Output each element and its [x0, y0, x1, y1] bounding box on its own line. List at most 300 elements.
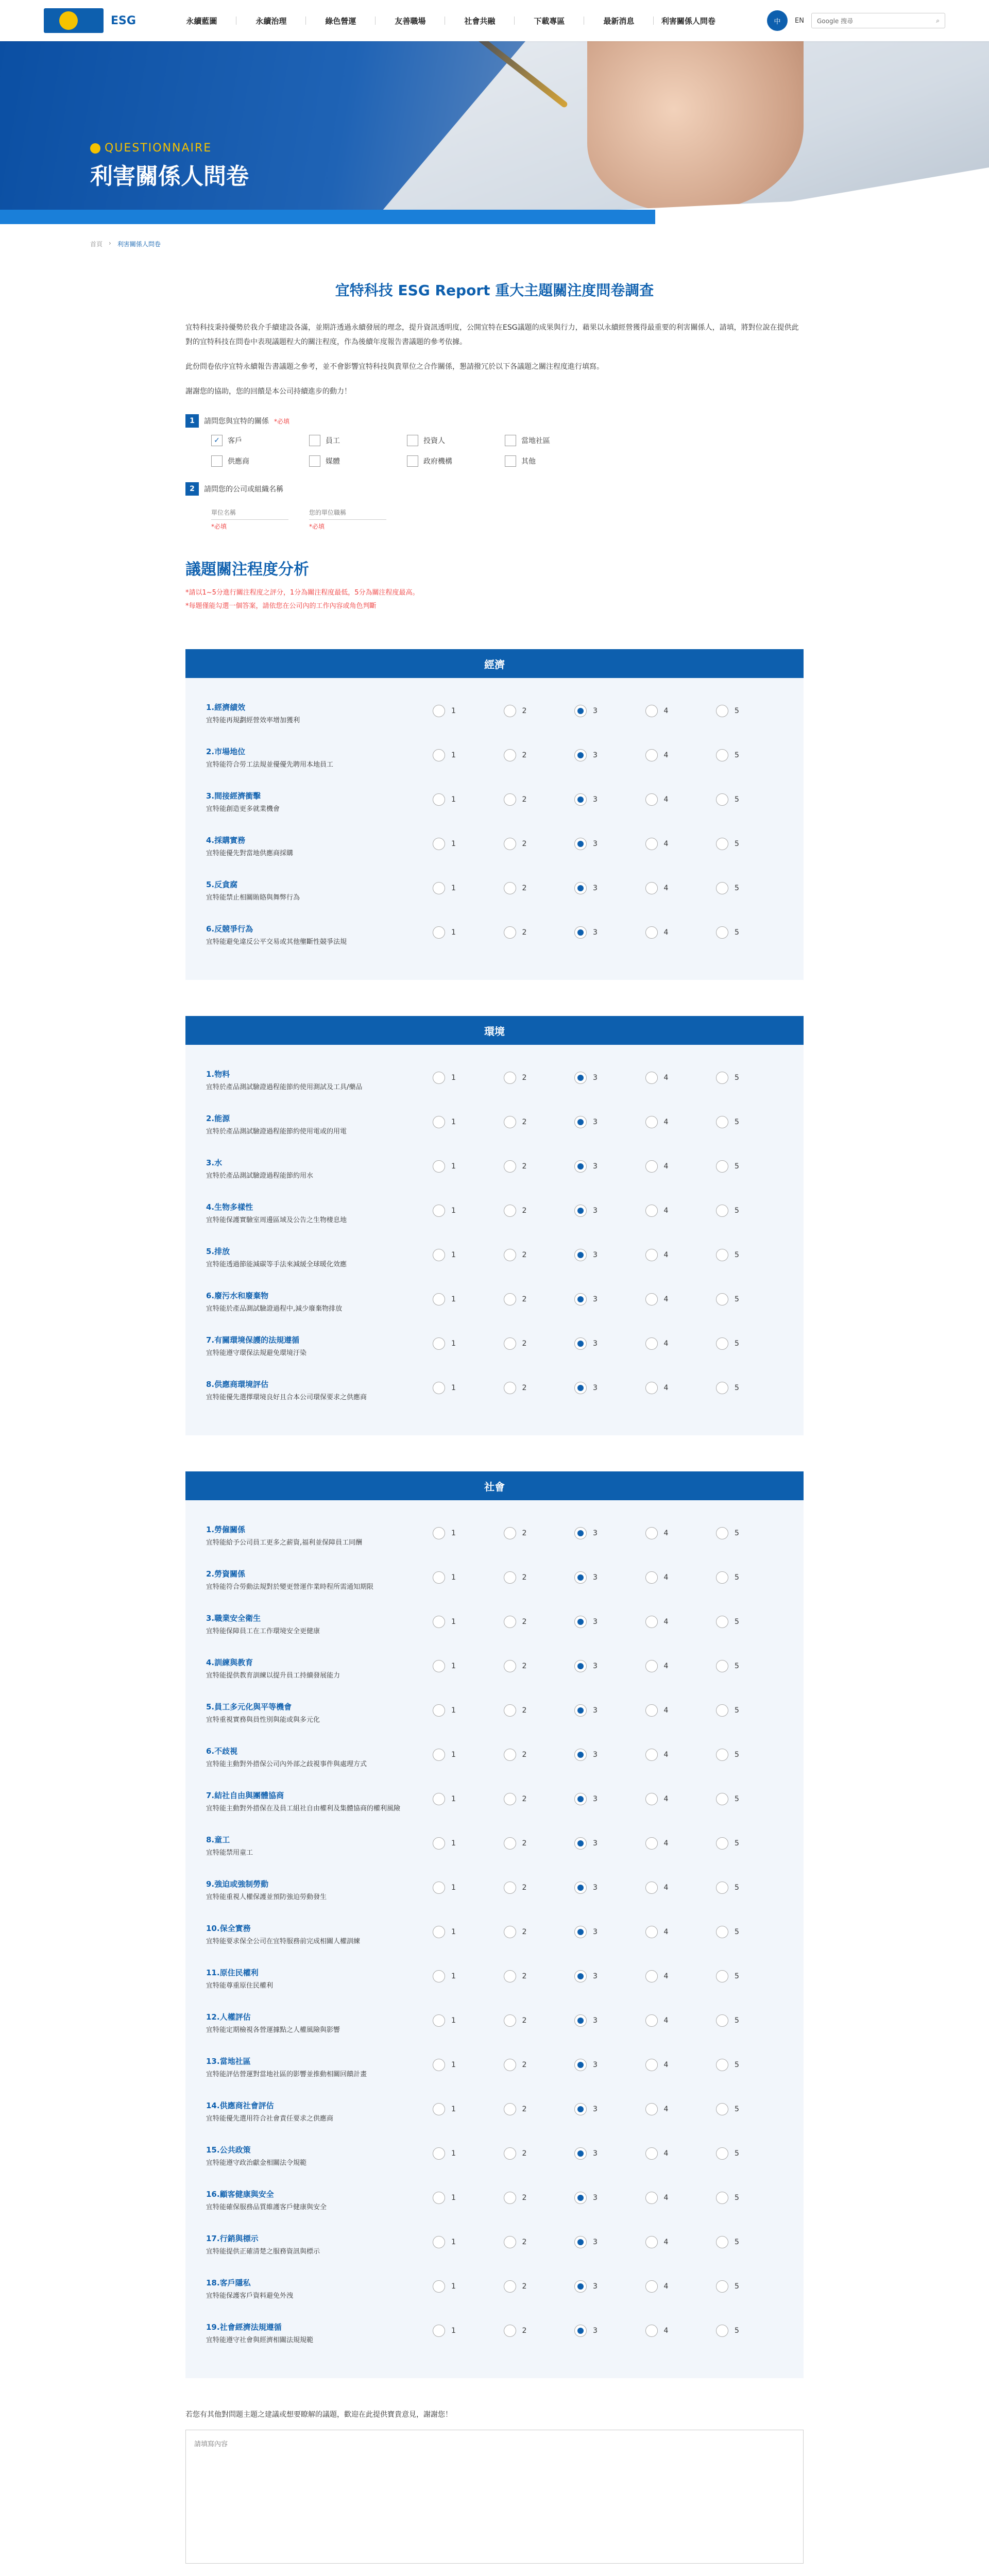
rating-option[interactable] [716, 705, 773, 717]
radio[interactable] [504, 1749, 516, 1761]
radio[interactable] [716, 838, 728, 850]
search-input[interactable] [811, 13, 945, 28]
radio[interactable] [716, 705, 728, 717]
radio[interactable] [433, 926, 445, 939]
radio[interactable] [645, 838, 658, 850]
radio[interactable] [504, 1337, 516, 1350]
radio[interactable] [645, 1970, 658, 1982]
rating-option[interactable] [574, 1837, 631, 1850]
rating-option[interactable] [433, 2192, 489, 2204]
rating-option[interactable] [433, 1837, 489, 1850]
rating-option[interactable] [645, 1116, 702, 1128]
radio[interactable] [504, 1160, 516, 1173]
radio[interactable] [716, 1793, 728, 1805]
radio[interactable] [716, 1382, 728, 1394]
rating-option[interactable] [574, 705, 631, 717]
radio[interactable] [716, 1704, 728, 1717]
radio[interactable] [645, 1382, 658, 1394]
checkbox[interactable] [505, 455, 516, 467]
rating-option[interactable] [716, 882, 773, 894]
rating-option[interactable] [433, 2103, 489, 2115]
rating-option[interactable] [645, 1660, 702, 1672]
radio[interactable] [716, 1205, 728, 1217]
radio[interactable] [716, 2059, 728, 2071]
radio[interactable] [574, 1382, 587, 1394]
rating-option[interactable] [504, 838, 560, 850]
rating-option[interactable] [504, 1293, 560, 1306]
rating-option[interactable] [645, 2014, 702, 2027]
radio[interactable] [716, 1527, 728, 1539]
radio[interactable] [645, 1793, 658, 1805]
rating-option[interactable] [574, 1116, 631, 1128]
rating-option[interactable] [574, 2147, 631, 2160]
rating-option[interactable] [574, 1616, 631, 1628]
rating-option[interactable] [716, 1571, 773, 1584]
rating-option[interactable] [716, 2147, 773, 2160]
checkbox[interactable] [407, 435, 418, 446]
checkbox[interactable]: ✓ [211, 435, 223, 446]
rating-option[interactable] [504, 705, 560, 717]
job-title-input[interactable] [309, 506, 386, 520]
rating-option[interactable] [574, 1293, 631, 1306]
radio[interactable] [504, 1249, 516, 1261]
radio[interactable] [645, 2325, 658, 2337]
nav-item[interactable]: 友善職場 [376, 15, 445, 26]
radio[interactable] [645, 882, 658, 894]
radio[interactable] [433, 838, 445, 850]
radio[interactable] [574, 2014, 587, 2027]
rating-option[interactable] [645, 2192, 702, 2204]
rating-option[interactable] [716, 1837, 773, 1850]
radio[interactable] [716, 2236, 728, 2248]
radio[interactable] [504, 1970, 516, 1982]
radio[interactable] [433, 2147, 445, 2160]
rating-option[interactable] [504, 1571, 560, 1584]
rating-option[interactable] [433, 1704, 489, 1717]
rating-option[interactable] [716, 2059, 773, 2071]
rating-option[interactable] [645, 1382, 702, 1394]
radio[interactable] [645, 1571, 658, 1584]
radio[interactable] [645, 2014, 658, 2027]
rating-option[interactable] [504, 1072, 560, 1084]
radio[interactable] [645, 1837, 658, 1850]
rating-option[interactable] [645, 1249, 702, 1261]
rating-option[interactable] [504, 1616, 560, 1628]
radio[interactable] [433, 1205, 445, 1217]
radio[interactable] [645, 1249, 658, 1261]
radio[interactable] [645, 2059, 658, 2071]
rating-option[interactable] [504, 1660, 560, 1672]
radio[interactable] [504, 2236, 516, 2248]
relationship-option[interactable] [505, 455, 603, 467]
rating-option[interactable] [574, 1660, 631, 1672]
radio[interactable] [504, 1837, 516, 1850]
radio[interactable] [574, 1616, 587, 1628]
rating-option[interactable] [433, 1293, 489, 1306]
radio[interactable] [574, 2103, 587, 2115]
rating-option[interactable] [645, 1160, 702, 1173]
radio[interactable] [574, 838, 587, 850]
radio[interactable] [645, 1072, 658, 1084]
radio[interactable] [504, 1571, 516, 1584]
radio[interactable] [574, 1527, 587, 1539]
rating-option[interactable] [433, 1337, 489, 1350]
radio[interactable] [716, 1970, 728, 1982]
rating-option[interactable] [716, 1704, 773, 1717]
rating-option[interactable] [504, 1382, 560, 1394]
rating-option[interactable] [574, 1926, 631, 1938]
radio[interactable] [645, 2236, 658, 2248]
rating-option[interactable] [645, 1616, 702, 1628]
radio[interactable] [574, 1970, 587, 1982]
rating-option[interactable] [645, 2280, 702, 2293]
rating-option[interactable] [433, 1926, 489, 1938]
rating-option[interactable] [574, 793, 631, 806]
logo[interactable] [44, 8, 136, 33]
radio[interactable] [504, 793, 516, 806]
radio[interactable] [574, 793, 587, 806]
radio[interactable] [645, 1749, 658, 1761]
rating-option[interactable] [645, 793, 702, 806]
radio[interactable] [645, 2103, 658, 2115]
radio[interactable] [574, 926, 587, 939]
relationship-option[interactable] [309, 435, 407, 446]
rating-option[interactable] [645, 1926, 702, 1938]
radio[interactable] [433, 1704, 445, 1717]
rating-option[interactable] [716, 1749, 773, 1761]
search-icon[interactable]: ⌕ [936, 16, 940, 24]
radio[interactable] [716, 1116, 728, 1128]
radio[interactable] [433, 1749, 445, 1761]
radio[interactable] [574, 1926, 587, 1938]
radio[interactable] [574, 1660, 587, 1672]
rating-option[interactable] [574, 838, 631, 850]
radio[interactable] [574, 2059, 587, 2071]
radio[interactable] [504, 882, 516, 894]
rating-option[interactable] [433, 1749, 489, 1761]
rating-option[interactable] [574, 1160, 631, 1173]
radio[interactable] [504, 926, 516, 939]
radio[interactable] [716, 2147, 728, 2160]
radio[interactable] [504, 1882, 516, 1894]
radio[interactable] [574, 1749, 587, 1761]
radio[interactable] [433, 2103, 445, 2115]
radio[interactable] [433, 1837, 445, 1850]
radio[interactable] [645, 1527, 658, 1539]
radio[interactable] [645, 1660, 658, 1672]
company-name-input[interactable] [211, 506, 288, 520]
radio[interactable] [716, 2280, 728, 2293]
rating-option[interactable] [645, 705, 702, 717]
rating-option[interactable] [645, 926, 702, 939]
radio[interactable] [645, 926, 658, 939]
rating-option[interactable] [574, 2236, 631, 2248]
relationship-option[interactable] [407, 435, 505, 446]
rating-option[interactable] [433, 1160, 489, 1173]
rating-option[interactable] [716, 1205, 773, 1217]
relationship-option[interactable] [505, 435, 603, 446]
radio[interactable] [574, 2192, 587, 2204]
rating-option[interactable] [504, 1160, 560, 1173]
radio[interactable] [574, 1249, 587, 1261]
radio[interactable] [574, 749, 587, 761]
rating-option[interactable] [716, 1527, 773, 1539]
rating-option[interactable] [504, 1749, 560, 1761]
radio[interactable] [504, 1704, 516, 1717]
radio[interactable] [645, 1704, 658, 1717]
radio[interactable] [574, 882, 587, 894]
rating-option[interactable] [574, 1749, 631, 1761]
rating-option[interactable] [433, 2325, 489, 2337]
rating-option[interactable] [504, 882, 560, 894]
nav-item[interactable]: 利害關係人問卷 [661, 16, 715, 26]
radio[interactable] [645, 1926, 658, 1938]
radio[interactable] [433, 1293, 445, 1306]
rating-option[interactable] [504, 2280, 560, 2293]
rating-option[interactable] [645, 838, 702, 850]
radio[interactable] [433, 1616, 445, 1628]
radio[interactable] [504, 1382, 516, 1394]
rating-option[interactable] [574, 1882, 631, 1894]
radio[interactable] [645, 705, 658, 717]
rating-option[interactable] [504, 1527, 560, 1539]
relationship-option[interactable] [211, 435, 309, 446]
rating-option[interactable] [433, 2236, 489, 2248]
rating-option[interactable] [645, 1293, 702, 1306]
rating-option[interactable] [433, 1793, 489, 1805]
relationship-option[interactable] [211, 455, 309, 467]
rating-option[interactable] [574, 2325, 631, 2337]
radio[interactable] [716, 1882, 728, 1894]
rating-option[interactable] [716, 1249, 773, 1261]
rating-option[interactable] [716, 838, 773, 850]
radio[interactable] [504, 749, 516, 761]
lang-zh-button[interactable]: 中 [767, 10, 788, 31]
radio[interactable] [716, 1293, 728, 1306]
radio[interactable] [645, 1337, 658, 1350]
rating-option[interactable] [433, 705, 489, 717]
rating-option[interactable] [645, 1793, 702, 1805]
radio[interactable] [645, 1160, 658, 1173]
radio[interactable] [574, 1160, 587, 1173]
checkbox[interactable] [407, 455, 418, 467]
radio[interactable] [574, 1882, 587, 1894]
rating-option[interactable] [645, 1704, 702, 1717]
rating-option[interactable] [574, 749, 631, 761]
radio[interactable] [574, 1293, 587, 1306]
rating-option[interactable] [716, 1116, 773, 1128]
rating-option[interactable] [504, 1793, 560, 1805]
rating-option[interactable] [504, 2103, 560, 2115]
radio[interactable] [433, 1249, 445, 1261]
radio[interactable] [433, 2325, 445, 2337]
radio[interactable] [504, 2325, 516, 2337]
radio[interactable] [504, 2014, 516, 2027]
rating-option[interactable] [504, 2325, 560, 2337]
radio[interactable] [504, 705, 516, 717]
rating-option[interactable] [645, 1072, 702, 1084]
rating-option[interactable] [716, 2236, 773, 2248]
rating-option[interactable] [716, 2280, 773, 2293]
rating-option[interactable] [716, 926, 773, 939]
rating-option[interactable] [504, 1249, 560, 1261]
rating-option[interactable] [716, 749, 773, 761]
radio[interactable] [716, 1926, 728, 1938]
radio[interactable] [433, 1660, 445, 1672]
radio[interactable] [433, 2280, 445, 2293]
rating-option[interactable] [433, 1970, 489, 1982]
rating-option[interactable] [645, 1882, 702, 1894]
rating-option[interactable] [433, 1660, 489, 1672]
rating-option[interactable] [574, 2014, 631, 2027]
radio[interactable] [645, 2147, 658, 2160]
radio[interactable] [433, 1970, 445, 1982]
radio[interactable] [574, 1793, 587, 1805]
rating-option[interactable] [716, 793, 773, 806]
radio[interactable] [504, 1527, 516, 1539]
rating-option[interactable] [504, 2236, 560, 2248]
radio[interactable] [645, 1616, 658, 1628]
rating-option[interactable] [504, 1205, 560, 1217]
radio[interactable] [716, 1337, 728, 1350]
rating-option[interactable] [645, 1527, 702, 1539]
rating-option[interactable] [716, 1293, 773, 1306]
rating-option[interactable] [433, 1205, 489, 1217]
radio[interactable] [716, 1249, 728, 1261]
rating-option[interactable] [716, 1660, 773, 1672]
nav-item[interactable]: 最新消息 [584, 15, 654, 26]
radio[interactable] [433, 793, 445, 806]
relationship-option[interactable] [309, 455, 407, 467]
radio[interactable] [574, 2147, 587, 2160]
radio[interactable] [433, 1382, 445, 1394]
rating-option[interactable] [504, 749, 560, 761]
rating-option[interactable] [645, 749, 702, 761]
rating-option[interactable] [574, 926, 631, 939]
rating-option[interactable] [433, 1116, 489, 1128]
rating-option[interactable] [574, 882, 631, 894]
rating-option[interactable] [645, 2325, 702, 2337]
rating-option[interactable] [433, 1527, 489, 1539]
checkbox[interactable] [211, 455, 223, 467]
rating-option[interactable] [716, 1882, 773, 1894]
radio[interactable] [645, 1116, 658, 1128]
rating-option[interactable] [504, 1970, 560, 1982]
radio[interactable] [645, 2192, 658, 2204]
rating-option[interactable] [504, 1704, 560, 1717]
radio[interactable] [504, 1660, 516, 1672]
rating-option[interactable] [716, 2192, 773, 2204]
rating-option[interactable] [645, 2236, 702, 2248]
rating-option[interactable] [574, 1205, 631, 1217]
radio[interactable] [504, 2280, 516, 2293]
rating-option[interactable] [645, 2059, 702, 2071]
radio[interactable] [716, 1660, 728, 1672]
rating-option[interactable] [433, 882, 489, 894]
rating-option[interactable] [716, 2103, 773, 2115]
rating-option[interactable] [645, 1205, 702, 1217]
rating-option[interactable] [716, 1793, 773, 1805]
comment-textarea[interactable] [185, 2430, 804, 2564]
rating-option[interactable] [504, 2059, 560, 2071]
radio[interactable] [574, 2280, 587, 2293]
rating-option[interactable] [504, 1116, 560, 1128]
radio[interactable] [574, 705, 587, 717]
rating-option[interactable] [433, 1616, 489, 1628]
rating-option[interactable] [433, 926, 489, 939]
radio[interactable] [433, 2059, 445, 2071]
radio[interactable] [504, 1293, 516, 1306]
radio[interactable] [716, 749, 728, 761]
rating-option[interactable] [716, 1337, 773, 1350]
radio[interactable] [645, 1293, 658, 1306]
radio[interactable] [504, 1205, 516, 1217]
radio[interactable] [433, 705, 445, 717]
rating-option[interactable] [716, 2325, 773, 2337]
radio[interactable] [645, 1882, 658, 1894]
rating-option[interactable] [433, 2280, 489, 2293]
radio[interactable] [433, 1926, 445, 1938]
rating-option[interactable] [433, 749, 489, 761]
radio[interactable] [716, 1837, 728, 1850]
radio[interactable] [574, 1205, 587, 1217]
radio[interactable] [716, 2192, 728, 2204]
rating-option[interactable] [433, 1882, 489, 1894]
radio[interactable] [574, 2236, 587, 2248]
nav-item[interactable]: 永續治理 [236, 15, 306, 26]
rating-option[interactable] [645, 882, 702, 894]
rating-option[interactable] [716, 2014, 773, 2027]
rating-option[interactable] [504, 1837, 560, 1850]
rating-option[interactable] [574, 1571, 631, 1584]
rating-option[interactable] [716, 1926, 773, 1938]
rating-option[interactable] [433, 2147, 489, 2160]
rating-option[interactable] [433, 1571, 489, 1584]
radio[interactable] [504, 1616, 516, 1628]
rating-option[interactable] [645, 1749, 702, 1761]
rating-option[interactable] [433, 1072, 489, 1084]
rating-option[interactable] [504, 926, 560, 939]
radio[interactable] [716, 2014, 728, 2027]
radio[interactable] [504, 1116, 516, 1128]
rating-option[interactable] [433, 1249, 489, 1261]
radio[interactable] [504, 2147, 516, 2160]
rating-option[interactable] [433, 2059, 489, 2071]
radio[interactable] [433, 1571, 445, 1584]
nav-item[interactable]: 綠色營運 [306, 15, 376, 26]
rating-option[interactable] [504, 793, 560, 806]
radio[interactable] [645, 2280, 658, 2293]
breadcrumb-home[interactable]: 首頁 [90, 241, 103, 248]
rating-option[interactable] [504, 1926, 560, 1938]
radio[interactable] [716, 1571, 728, 1584]
radio[interactable] [574, 1072, 587, 1084]
radio[interactable] [504, 1072, 516, 1084]
rating-option[interactable] [716, 1072, 773, 1084]
radio[interactable] [574, 1116, 587, 1128]
radio[interactable] [645, 1205, 658, 1217]
rating-option[interactable] [716, 1160, 773, 1173]
radio[interactable] [574, 1571, 587, 1584]
nav-item[interactable]: 社會共融 [445, 15, 515, 26]
nav-item[interactable]: 永續藍圖 [167, 15, 236, 26]
radio[interactable] [433, 1072, 445, 1084]
rating-option[interactable] [574, 1793, 631, 1805]
radio[interactable] [433, 1337, 445, 1350]
radio[interactable] [574, 2325, 587, 2337]
radio[interactable] [645, 749, 658, 761]
relationship-option[interactable] [407, 455, 505, 467]
